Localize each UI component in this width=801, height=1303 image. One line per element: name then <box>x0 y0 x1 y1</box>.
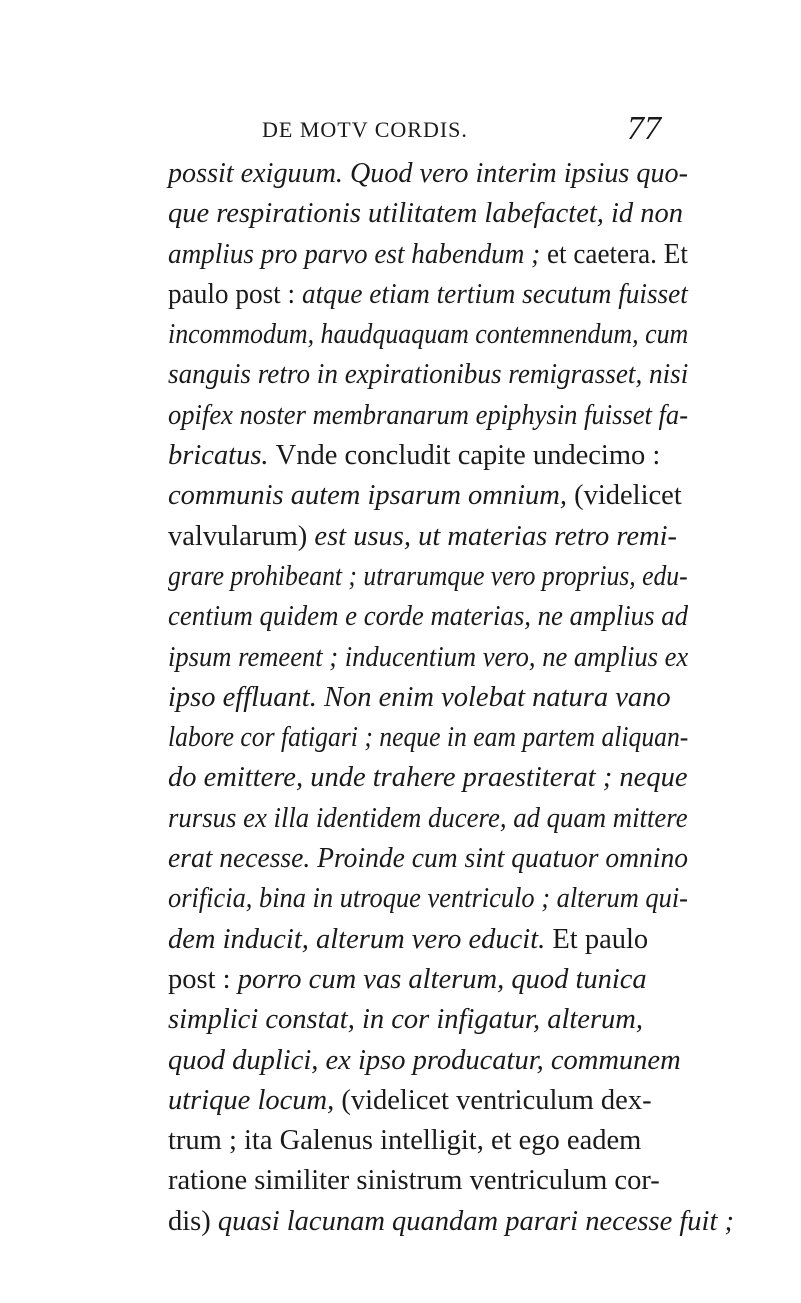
text-line <box>168 235 688 275</box>
text-line <box>168 638 689 678</box>
italic-text-segment: simplici constat, in cor infigatur, alterum, <box>168 1004 643 1036</box>
roman-text-segment: paulo post : <box>168 278 302 310</box>
italic-text-segment: incommodum, haudquaquam contemnendum, cum <box>168 319 689 351</box>
roman-text-segment: Et paulo <box>552 923 649 955</box>
roman-text-segment: valvularum) <box>168 520 315 552</box>
italic-text-segment: amplius pro parvo est habendum ; <box>168 238 547 270</box>
text-line <box>168 1000 688 1040</box>
text-line <box>168 476 688 516</box>
italic-text-segment: porro cum vas alterum, quod tunica <box>237 963 647 995</box>
roman-text-segment: (videlicet ventriculum dex- <box>341 1084 652 1116</box>
italic-text-segment: ipsum remeent ; inducentium vero, ne amplius ex <box>168 641 689 673</box>
italic-text-segment: possit exiguum. Quod vero interim ipsius quo- <box>168 158 688 189</box>
text-line <box>168 678 688 718</box>
text-line <box>168 275 688 315</box>
text-line <box>168 315 689 355</box>
italic-text-segment: quasi lacunam quandam parari necesse fuit ; <box>217 1205 734 1237</box>
italic-text-segment: bricatus. <box>168 440 276 472</box>
page-number: 77 <box>627 110 661 147</box>
italic-text-segment: sanguis retro in expirationibus remigrasset, nisi <box>168 359 689 391</box>
italic-text-segment: do emittere, unde trahere praestiterat ; neque <box>168 762 688 794</box>
italic-text-segment: labore cor fatigari ; neque in eam partem aliquan- <box>168 722 689 754</box>
roman-text-segment: ratione similiter sinistrum ventriculum cor- <box>168 1165 660 1197</box>
text-line <box>168 718 689 758</box>
roman-text-segment: dis) <box>168 1205 218 1237</box>
italic-text-segment: atque etiam tertium secutum fuisset <box>301 278 688 310</box>
text-line <box>168 557 688 597</box>
text-line <box>168 194 688 234</box>
text-line <box>168 1121 688 1161</box>
text-line <box>168 396 689 436</box>
italic-text-segment: est usus, ut materias retro remi- <box>314 520 677 552</box>
italic-text-segment: centium quidem e corde materias, ne amplius ad <box>168 601 689 633</box>
text-line <box>168 1161 688 1201</box>
roman-text-segment: trum ; ita Galenus intelligit, et ego eadem <box>168 1125 642 1157</box>
text-line <box>168 839 688 879</box>
roman-text-segment: Vnde concludit capite undecimo : <box>275 440 661 472</box>
italic-text-segment: grare prohibeant ; utrarumque vero proprius, edu- <box>168 560 688 592</box>
italic-text-segment: erat necesse. Proinde cum sint quatuor omnino <box>168 843 688 875</box>
text-line <box>168 517 688 557</box>
text-line <box>168 1041 688 1081</box>
roman-text-segment: et caetera. Et <box>546 238 688 270</box>
italic-text-segment: quod duplici, ex ipso producatur, communem <box>168 1044 681 1076</box>
italic-text-segment: ipso effluant. Non enim volebat natura vano <box>168 681 671 713</box>
italic-text-segment: que respirationis utilitatem labefactet, id non <box>168 198 684 230</box>
roman-text-segment: (videlicet <box>574 480 682 512</box>
italic-text-segment: orificia, bina in utroque ventriculo ; alterum qui- <box>168 883 688 915</box>
text-line <box>168 879 688 919</box>
text-line <box>168 758 688 798</box>
text-line <box>168 1081 688 1121</box>
italic-text-segment: dem inducit, alterum vero educit. <box>168 923 553 955</box>
italic-text-segment: opifex noster membranarum epiphysin fuisset fa- <box>168 399 689 431</box>
italic-text-segment: utrique locum, <box>168 1084 342 1116</box>
italic-text-segment: communis autem ipsarum omnium, <box>168 480 575 512</box>
running-head: DE MOTV CORDIS. <box>262 117 468 142</box>
text-line <box>168 1202 734 1242</box>
body-text <box>168 154 734 1242</box>
text-line <box>168 154 688 194</box>
text-line <box>168 960 688 1000</box>
italic-text-segment: rursus ex illa identidem ducere, ad quam mittere <box>168 802 688 834</box>
page-header <box>0 112 801 152</box>
text-line <box>168 920 688 960</box>
text-line <box>168 436 688 476</box>
roman-text-segment: post : <box>168 963 238 995</box>
text-line <box>168 799 688 839</box>
text-line <box>168 355 689 395</box>
text-line <box>168 597 689 637</box>
